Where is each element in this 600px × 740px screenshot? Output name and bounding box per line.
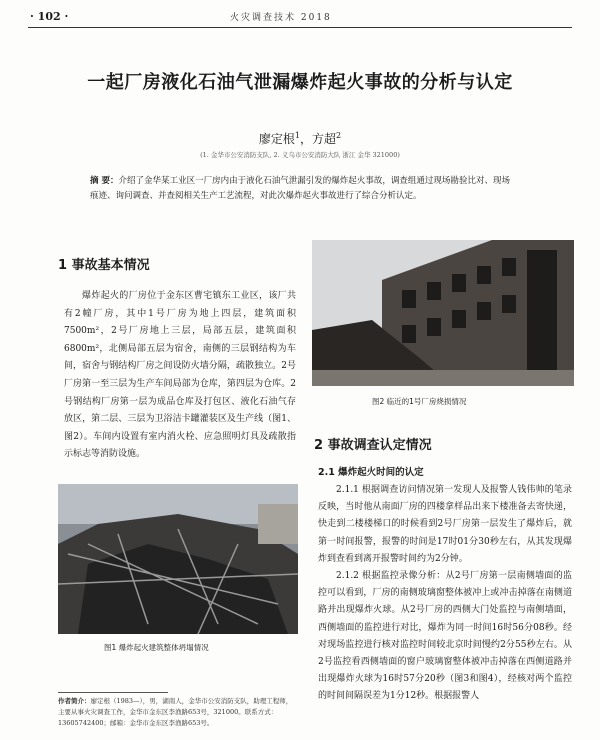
abstract-label: 摘 要： <box>90 176 119 186</box>
figure-1-photo <box>58 484 298 634</box>
paragraph-2-1-2: 2.1.2 根据监控录像分析：从2号厂房第一层南侧墙面的监控可以看到，厂房的南侧玻璃窗整体被冲上或冲击掉落在南侧道路并出现爆炸火球。从2号厂房的西侧大门处监控与南侧墙面，西侧墙面的监控进行对比，爆炸为同一时间16时56分08秒。经对现场监控进行核对监控时间较北京时间慢约2分55秒左右。从2号监控看西侧墙面的窗户玻璃窗整体被冲击掉落在西侧道路并出现爆炸火球为16时57分20秒（图3和图4），经核对两个监控的时间间隔误差为1分12秒。根据报警人 <box>318 571 572 702</box>
author-line <box>0 130 600 147</box>
affiliation: (1. 金华市公安消防支队, 2. 义乌市公安消防大队 浙江 金华 321000) <box>200 151 400 159</box>
page-number: · 102 · <box>30 10 69 23</box>
abstract-text: 介绍了金华某工业区一厂房内由于液化石油气泄漏引发的爆炸起火事故，调查组通过现场勘验比对、现场痕迹、询问调查、并查阅相关生产工艺流程，对此次爆炸起火事故进行了综合分析认定。 <box>90 176 510 201</box>
abstract <box>90 174 510 204</box>
subsection-2-1-heading: 2.1 爆炸起火时间的认定 <box>318 467 424 478</box>
section-2-body <box>318 482 572 706</box>
footnote-rule <box>58 692 168 693</box>
author-separator: ， <box>299 132 312 146</box>
paragraph-2-1-1: 2.1.1 根据调查访问情况第一发现人及报警人钱伟帅的笔录反映，当时他从南面厂房的四楼拿样品出来下楼准备去寄快递，快走到二楼楼梯口的时候看到2号厂房第一层发生了爆炸后，就第一时间报警，报警的时间是17时01分30秒左右，从其发现爆炸到查看到离开报警时间约为2分钟。 <box>318 485 572 564</box>
figure-1-caption: 图1 爆炸起火建筑整体坍塌情况 <box>104 643 209 652</box>
section-1-body: 爆炸起火的厂房位于金东区曹宅镇东工业区，该厂共有2幢厂房，其中1号厂房为地上四层，建筑面积7500m²，2号厂房地上三层，局部五层，建筑面积6800m²，北侧局部五层为宿舍，南侧的三层钢结构为车间，宿舍与钢结构厂房之间设防火墙分隔，疏散独立。2号厂房第一至三层为生产车间局部为仓库，第四层为仓库。2号钢结构厂房第一层为成品仓库及打包区、液化石油气存放区，第二层、三层为卫浴洁卡罐灌装区及生产线（图1、图2）。车间内设置有室内消火栓、应急照明灯具及疏散指示标志等消防设施。 <box>64 291 296 460</box>
author-2: 方超 <box>312 132 337 146</box>
figure-2-caption: 图2 临近的1号厂房烧损情况 <box>372 397 467 406</box>
header-rule <box>28 27 572 28</box>
author-footnote <box>58 696 298 729</box>
author-1: 廖定根 <box>258 132 295 146</box>
figure-2-photo <box>312 240 574 386</box>
author-1-sup: 1 <box>294 131 300 140</box>
footnote-text: 廖定根（1983—），男，湖南人，金华市公安消防支队，助理工程师，主要从事火灾调查工作，金华市金东区李渔路653号，321000。联系方式：13605742400；邮箱：金华市金东区李渔路653号。 <box>58 697 293 727</box>
journal-header: 火灾调查技术 2018 <box>230 13 332 23</box>
section-2-heading: 2 事故调查认定情况 <box>314 438 432 453</box>
paper-title: 一起厂房液化石油气泄漏爆炸起火事故的分析与认定 <box>87 72 513 93</box>
footnote-label: 作者简介： <box>58 697 91 705</box>
section-1-heading: 1 事故基本情况 <box>58 258 150 273</box>
author-2-sup: 2 <box>336 131 342 140</box>
